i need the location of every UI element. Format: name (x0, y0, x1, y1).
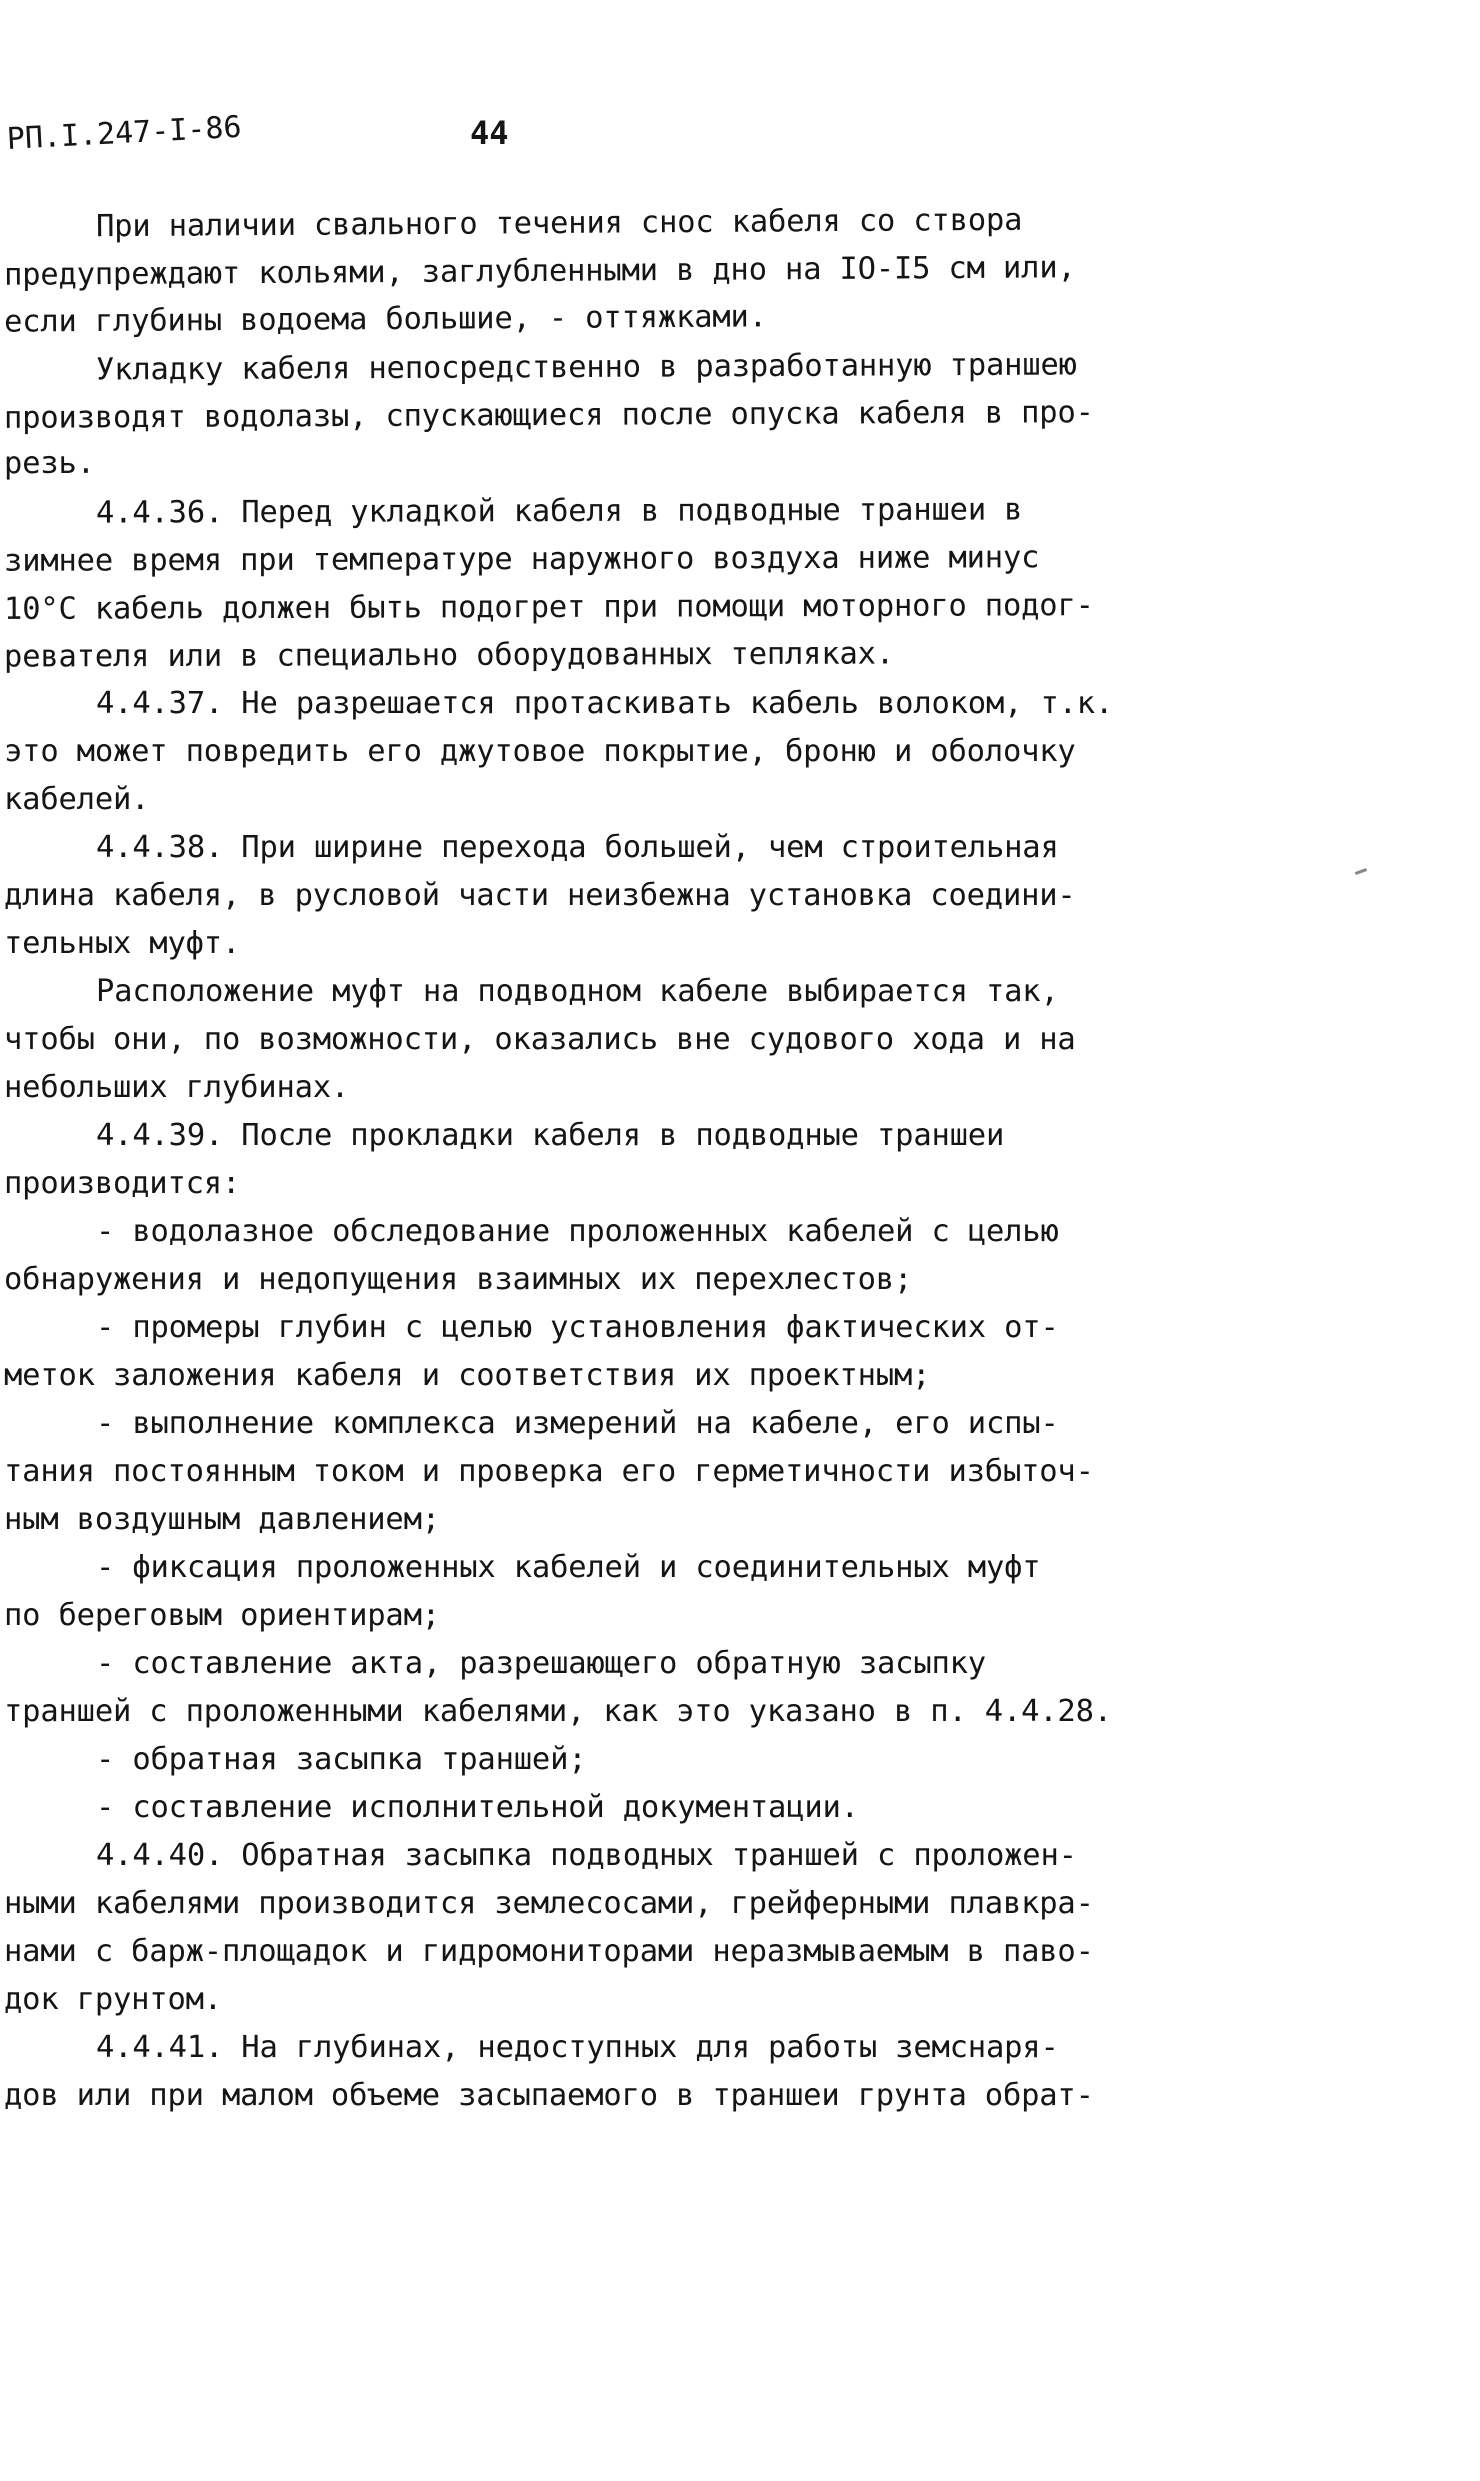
text-line: длина кабеля, в русловой части неизбежна установка соедини- (4, 878, 1076, 913)
text-line: тельных муфт. (4, 926, 241, 961)
text-line: ными кабелями производится землесосами, грейферными плавкра- (4, 1886, 1094, 1921)
text-line: док грунтом. (4, 1982, 222, 2017)
text-line: обнаружения и недопущения взаимных их перехлестов; (4, 1262, 913, 1297)
text-line: резь. (3, 445, 95, 482)
text-line: - фиксация проложенных кабелей и соединительных муфт (96, 1550, 1041, 1585)
text-line: кабелей. (4, 782, 150, 817)
text-line: 4.4.40. Обратная засыпка подводных траншей с проложен- (96, 1838, 1077, 1873)
text-line: 4.4.39. После прокладки кабеля в подводные траншеи (96, 1118, 1005, 1153)
text-line: - обратная засыпка траншей; (96, 1742, 587, 1777)
text-line: 4.4.36. Перед укладкой кабеля в подводные траншеи в (95, 492, 1023, 531)
text-line: ным воздушным давлением; (4, 1502, 440, 1537)
text-line: 10°С кабель должен быть подогрет при помощи моторного подог- (3, 588, 1094, 627)
text-line: меток заложения кабеля и соответствия их проектным; (4, 1358, 931, 1393)
text-line: чтобы они, по возможности, оказались вне судового хода и на (4, 1022, 1076, 1057)
page-header (0, 110, 1480, 180)
text-line: траншей с проложенными кабелями, как это указано в п. 4.4.28. (4, 1694, 1112, 1729)
text-line: производят водолазы, спускающиеся после опуска кабеля в про- (3, 395, 1094, 436)
text-line: если глубины водоема большие, - оттяжками. (3, 299, 767, 340)
text-line: - составление исполнительной документации. (96, 1790, 859, 1825)
text-line: дов или при малом объеме засыпаемого в траншеи грунта обрат- (4, 2078, 1094, 2113)
text-line: производится: (4, 1166, 241, 1201)
text-line: Укладку кабеля непосредственно в разработанную траншею (95, 347, 1077, 388)
text-line: нами с барж-площадок и гидромониторами неразмываемым в паво- (4, 1934, 1094, 1969)
text-line: - промеры глубин с целью установления фактических от- (96, 1310, 1059, 1345)
text-line: тания постоянным током и проверка его герметичности избыточ- (4, 1454, 1094, 1489)
text-line: При наличии свального течения снос кабеля со створа (95, 202, 1023, 245)
text-line: 4.4.38. При ширине перехода большей, чем строительная (96, 830, 1059, 865)
text-line: зимнее время при температуре наружного воздуха ниже минус (3, 540, 1040, 579)
text-line: по береговым ориентирам; (4, 1598, 440, 1633)
text-line: 4.4.41. На глубинах, недоступных для работы земснаря- (96, 2030, 1059, 2065)
text-line: это может повредить его джутовое покрытие, броню и оболочку (4, 734, 1076, 769)
text-line: Расположение муфт на подводном кабеле выбирается так, (96, 974, 1059, 1009)
scan-mark (1355, 868, 1367, 875)
document-code: РП.I.247-I-86 (6, 109, 243, 157)
text-line: небольших глубинах. (4, 1070, 350, 1105)
text-line: - составление акта, разрешающего обратную засыпку (96, 1646, 986, 1681)
text-line: - выполнение комплекса измерений на кабеле, его испы- (96, 1406, 1059, 1441)
text-line: предупреждают кольями, заглубленными в дно на IO-I5 см или, (3, 250, 1076, 293)
text-line: 4.4.37. Не разрешается протаскивать кабель волоком, т.к. (96, 686, 1114, 721)
text-line: ревателя или в специально оборудованных тепляках. (3, 636, 895, 675)
text-line: - водолазное обследование проложенных кабелей с целью (96, 1214, 1059, 1249)
page-number: 44 (470, 114, 509, 152)
